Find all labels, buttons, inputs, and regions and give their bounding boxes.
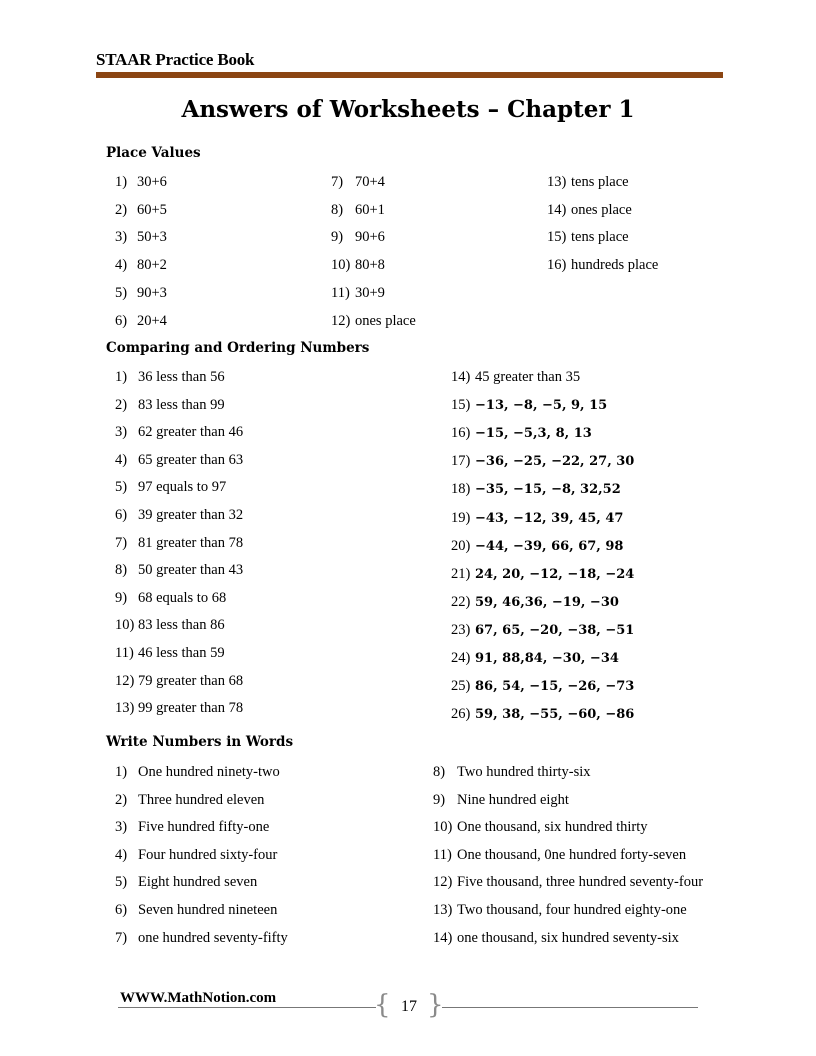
answer-text: 86, 54, −15, −26, −73 <box>475 679 635 695</box>
answer-text: 91, 88,84, −30, −34 <box>475 651 619 666</box>
answer-number: 9) <box>433 791 446 808</box>
answer-item <box>115 930 288 947</box>
answer-number: 15) <box>547 229 567 246</box>
answer-text: 20+4 <box>137 312 167 329</box>
footer-rule-right <box>442 1007 698 1008</box>
answer-number: 17) <box>451 453 471 470</box>
answer-item <box>451 622 634 639</box>
answer-text: 59, 46,36, −19, −30 <box>475 594 619 610</box>
answer-text: 62 greater than 46 <box>138 424 244 441</box>
answer-item <box>115 590 226 607</box>
answer-number: 1) <box>115 764 128 780</box>
answer-text: tens place <box>571 174 629 190</box>
answer-item <box>451 566 634 583</box>
answer-number: 21) <box>451 565 471 582</box>
answer-number: 11) <box>331 284 350 301</box>
page-bracket-left: { <box>374 990 391 1020</box>
answer-item <box>331 285 385 302</box>
answer-item <box>115 764 280 781</box>
answer-number: 7) <box>115 534 128 551</box>
answer-number: 2) <box>115 396 128 413</box>
answer-number: 12) <box>115 672 135 689</box>
answer-item <box>451 397 607 414</box>
answer-item <box>451 425 592 442</box>
answer-number: 9) <box>331 229 344 246</box>
answer-item <box>547 174 629 191</box>
answer-item <box>331 202 385 219</box>
answer-number: 14) <box>547 201 567 218</box>
answer-text: 59, 38, −55, −60, −86 <box>475 707 635 723</box>
answer-text: 30+9 <box>355 284 385 301</box>
answer-text: ones place <box>571 201 632 218</box>
answer-text: 90+6 <box>355 229 385 246</box>
answer-item <box>433 847 686 864</box>
answer-text: 83 less than 99 <box>138 396 225 413</box>
answer-number: 3) <box>115 424 128 441</box>
answer-text: 80+2 <box>137 257 167 274</box>
answer-number: 11) <box>115 645 134 661</box>
answer-item <box>115 397 225 414</box>
answer-text: 67, 65, −20, −38, −51 <box>475 622 635 638</box>
answer-number: 3) <box>115 819 128 836</box>
answer-number: 9) <box>115 589 128 606</box>
answer-number: 19) <box>451 509 471 526</box>
answer-number: 1) <box>115 369 128 385</box>
answer-item <box>115 847 277 864</box>
answer-text: hundreds place <box>571 257 659 274</box>
answer-number: 22) <box>451 593 471 610</box>
answer-text: one thousand, six hundred seventy-six <box>457 929 679 946</box>
answer-item <box>115 174 167 191</box>
answer-item <box>451 481 621 498</box>
answer-item <box>547 257 658 274</box>
footer-website: WWW.MathNotion.com <box>120 990 277 1006</box>
section-heading-comparing: Comparing and Ordering Numbers <box>106 340 370 356</box>
answer-item <box>433 874 703 891</box>
answer-text: 99 greater than 78 <box>138 700 244 717</box>
answer-number: 4) <box>115 257 128 274</box>
answer-number: 10) <box>433 819 453 836</box>
answer-item <box>115 452 243 469</box>
answer-number: 10) <box>331 257 351 274</box>
section-heading-place-values: Place Values <box>106 145 201 161</box>
answer-number: 5) <box>115 284 128 301</box>
answer-item <box>115 562 243 579</box>
answer-text: 30+6 <box>137 174 167 190</box>
answer-item <box>115 673 243 690</box>
answer-number: 1) <box>115 174 128 190</box>
answer-item <box>451 369 580 386</box>
answer-text: −36, −25, −22, 27, 30 <box>475 454 635 470</box>
answer-number: 7) <box>115 929 128 946</box>
answer-text: −35, −15, −8, 32,52 <box>475 482 621 498</box>
answer-number: 8) <box>433 764 446 780</box>
answer-text: 39 greater than 32 <box>138 507 244 523</box>
answer-text: 79 greater than 68 <box>138 672 244 689</box>
answer-item <box>433 930 679 947</box>
answer-item <box>451 706 634 723</box>
answer-text: 45 greater than 35 <box>475 369 581 385</box>
answer-item <box>115 617 225 634</box>
answer-item <box>115 369 225 386</box>
answer-text: One thousand, six hundred thirty <box>457 819 648 836</box>
answer-text: 70+4 <box>355 174 385 190</box>
answer-number: 2) <box>115 201 128 218</box>
answer-text: −13, −8, −5, 9, 15 <box>475 398 608 414</box>
answer-text: 68 equals to 68 <box>138 589 227 606</box>
answer-item <box>115 424 243 441</box>
answer-text: Eight hundred seven <box>138 874 258 891</box>
answer-number: 2) <box>115 791 128 808</box>
answer-number: 20) <box>451 537 471 554</box>
answer-text: 50+3 <box>137 229 167 246</box>
section-heading-words: Write Numbers in Words <box>106 734 294 750</box>
answer-number: 24) <box>451 650 471 666</box>
answer-item <box>451 650 619 667</box>
answer-item <box>451 594 619 611</box>
answer-text: 81 greater than 78 <box>138 534 244 551</box>
page-title: Answers of Worksheets – Chapter 1 <box>181 96 635 123</box>
answer-item <box>451 538 623 555</box>
answer-text: −43, −12, 39, 45, 47 <box>475 510 624 526</box>
answer-item <box>331 174 385 191</box>
answer-number: 13) <box>115 700 135 717</box>
answer-item <box>115 229 167 246</box>
answer-text: 60+5 <box>137 201 167 218</box>
answer-text: 36 less than 56 <box>138 369 225 385</box>
answer-item <box>433 902 687 919</box>
answer-text: 97 equals to 97 <box>138 479 227 496</box>
answer-item <box>547 229 629 246</box>
answer-item <box>433 764 591 781</box>
answer-text: Two thousand, four hundred eighty-one <box>457 902 687 918</box>
answer-item <box>115 535 243 552</box>
answer-text: 24, 20, −12, −18, −24 <box>475 566 635 582</box>
answer-text: One thousand, 0ne hundred forty-seven <box>457 846 687 863</box>
answer-item <box>115 257 167 274</box>
answer-number: 15) <box>451 397 471 414</box>
answer-item <box>115 479 226 496</box>
answer-number: 12) <box>331 312 351 329</box>
answer-text: Two hundred thirty-six <box>457 764 591 780</box>
answer-number: 8) <box>331 201 344 218</box>
answer-number: 4) <box>115 451 128 468</box>
answer-number: 13) <box>547 174 567 190</box>
answer-text: one hundred seventy-fifty <box>138 929 288 946</box>
answer-text: 46 less than 59 <box>138 645 225 661</box>
answer-number: 10) <box>115 617 135 634</box>
answer-number: 6) <box>115 902 128 918</box>
answer-number: 18) <box>451 481 471 498</box>
answer-number: 5) <box>115 479 128 496</box>
answer-text: 60+1 <box>355 201 385 218</box>
answer-item <box>115 313 167 330</box>
answer-text: −15, −5,3, 8, 13 <box>475 426 592 442</box>
answer-text: 65 greater than 63 <box>138 451 244 468</box>
answer-item <box>115 874 257 891</box>
answer-text: Three hundred eleven <box>138 791 265 808</box>
answer-number: 6) <box>115 507 128 523</box>
answer-item <box>115 285 167 302</box>
footer-rule-left <box>118 1007 376 1008</box>
answer-item <box>451 510 623 527</box>
answer-number: 5) <box>115 874 128 891</box>
answer-item <box>331 313 416 330</box>
answer-item <box>451 453 634 470</box>
answer-text: ones place <box>355 312 416 329</box>
answer-text: Five thousand, three hundred seventy-four <box>457 874 704 891</box>
answer-number: 23) <box>451 621 471 638</box>
answer-text: Four hundred sixty-four <box>138 846 278 863</box>
answer-text: 50 greater than 43 <box>138 562 244 579</box>
answer-text: One hundred ninety-two <box>138 764 280 780</box>
answer-item <box>115 819 269 836</box>
answer-number: 3) <box>115 229 128 246</box>
answer-number: 6) <box>115 312 128 329</box>
answer-text: −44, −39, 66, 67, 98 <box>475 538 624 554</box>
page-bracket-right: } <box>427 990 444 1020</box>
answer-number: 16) <box>451 425 471 442</box>
answer-item <box>451 678 634 695</box>
answer-item <box>433 819 648 836</box>
answer-item <box>331 257 385 274</box>
page-number: 17 <box>401 998 417 1015</box>
header-rule <box>96 72 723 78</box>
answer-number: 16) <box>547 257 567 274</box>
answer-text: 80+8 <box>355 257 385 274</box>
answer-number: 7) <box>331 174 344 190</box>
answer-item <box>115 507 243 524</box>
answer-item <box>547 202 632 219</box>
answer-item <box>115 792 264 809</box>
answer-number: 8) <box>115 562 128 579</box>
answer-item <box>433 792 569 809</box>
answer-item <box>115 902 277 919</box>
answer-item <box>115 700 243 717</box>
answer-item <box>115 202 167 219</box>
answer-number: 14) <box>433 929 453 946</box>
answer-number: 26) <box>451 706 471 723</box>
answer-text: Nine hundred eight <box>457 791 569 808</box>
answer-text: Five hundred fifty-one <box>138 819 270 836</box>
answer-text: 90+3 <box>137 284 167 301</box>
answer-number: 25) <box>451 678 471 695</box>
answer-number: 14) <box>451 369 471 385</box>
answer-text: Seven hundred nineteen <box>138 902 278 918</box>
answer-item <box>331 229 385 246</box>
answer-text: 83 less than 86 <box>138 617 225 634</box>
answer-number: 4) <box>115 846 128 863</box>
answer-number: 12) <box>433 874 453 891</box>
answer-number: 13) <box>433 902 453 918</box>
answer-text: tens place <box>571 229 629 246</box>
answer-item <box>115 645 225 662</box>
answer-number: 11) <box>433 846 452 863</box>
header-title: STAAR Practice Book <box>96 50 255 69</box>
